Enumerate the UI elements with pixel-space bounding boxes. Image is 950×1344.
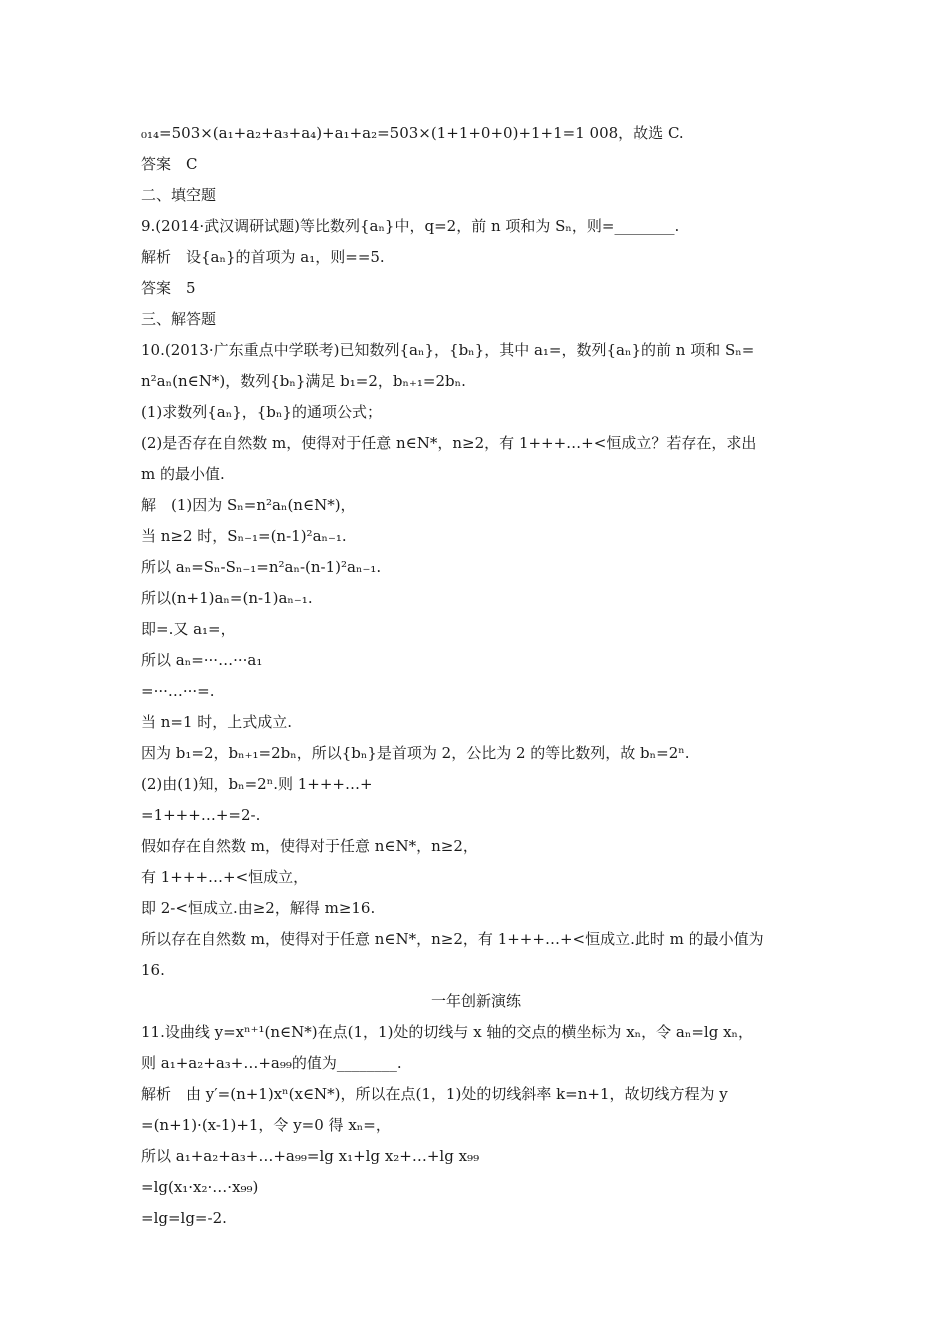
text-line: n²aₙ(n∈N*)，数列{bₙ}满足 b₁=2，bₙ₊₁=2bₙ.	[141, 372, 466, 390]
text-line: =···…···=.	[141, 682, 215, 700]
text-line: 则 a₁+a₂+a₃+…+a₉₉的值为________.	[141, 1054, 402, 1072]
text-line: 11.设曲线 y=xⁿ⁺¹(n∈N*)在点(1，1)处的切线与 x 轴的交点的横坐标为 xₙ，令 aₙ=lg xₙ，	[141, 1023, 754, 1041]
text-line: 三、解答题	[141, 310, 217, 328]
text-line: 答案 C	[141, 155, 198, 173]
text-line: 二、填空题	[141, 186, 217, 204]
text-line: 所以 aₙ=Sₙ-Sₙ₋₁=n²aₙ-(n-1)²aₙ₋₁.	[141, 558, 382, 576]
text-line: 答案 5	[141, 279, 196, 297]
text-line: (2)是否存在自然数 m，使得对于任意 n∈N*，n≥2，有 1+++…+<恒成立？若存在，求出	[141, 434, 757, 452]
text-line: =lg(x₁·x₂·…·x₉₉)	[141, 1178, 259, 1196]
text-line: m 的最小值.	[141, 465, 225, 483]
text-line: 因为 b₁=2，bₙ₊₁=2bₙ，所以{bₙ}是首项为 2，公比为 2 的等比数列，故 bₙ=2ⁿ.	[141, 744, 690, 762]
text-line: 解 (1)因为 Sₙ=n²aₙ(n∈N*)，	[141, 496, 356, 514]
text-line: 假如存在自然数 m，使得对于任意 n∈N*，n≥2，	[141, 837, 478, 855]
text-line: 10.(2013·广东重点中学联考)已知数列{aₙ}，{bₙ}，其中 a₁=，数列{aₙ}的前 n 项和 Sₙ=	[141, 341, 755, 359]
text-line: 所以 a₁+a₂+a₃+…+a₉₉=lg x₁+lg x₂+…+lg x₉₉	[141, 1147, 480, 1165]
text-line: 16.	[141, 961, 165, 979]
text-line: 解析 设{aₙ}的首项为 a₁，则==5.	[141, 248, 385, 266]
text-line: =lg=lg=-2.	[141, 1209, 227, 1227]
text-line: 所以(n+1)aₙ=(n-1)aₙ₋₁.	[141, 589, 313, 607]
text-line: 解析 由 y′=(n+1)xⁿ(x∈N*)，所以在点(1，1)处的切线斜率 k=n+1，故切线方程为 y	[141, 1085, 728, 1103]
text-line: 9.(2014·武汉调研试题)等比数列{aₙ}中，q=2，前 n 项和为 Sₙ，则=________.	[141, 217, 680, 235]
section-heading: 一年创新演练	[430, 992, 521, 1010]
document-body	[141, 118, 811, 1234]
text-line: 即=.又 a₁=，	[141, 620, 236, 638]
text-line: 即 2-<恒成立.由≥2，解得 m≥16.	[141, 899, 376, 917]
text-line: (1)求数列{aₙ}，{bₙ}的通项公式；	[141, 403, 382, 421]
text-line: 当 n=1 时，上式成立.	[141, 713, 293, 731]
text-line: 有 1+++…+<恒成立，	[141, 868, 309, 886]
text-line: (2)由(1)知，bₙ=2ⁿ.则 1+++…+	[141, 775, 373, 793]
text-line: 当 n≥2 时，Sₙ₋₁=(n-1)²aₙ₋₁.	[141, 527, 347, 545]
text-line: ₀₁₄=503×(a₁+a₂+a₃+a₄)+a₁+a₂=503×(1+1+0+0)+1+1=1 008，故选 C.	[141, 124, 684, 142]
text-line: =1+++…+=2-.	[141, 806, 261, 824]
text-line: 所以存在自然数 m，使得对于任意 n∈N*，n≥2，有 1+++…+<恒成立.此时 m 的最小值为	[141, 930, 764, 948]
text-line: 所以 aₙ=···…···a₁	[141, 651, 263, 669]
text-line: =(n+1)·(x-1)+1，令 y=0 得 xₙ=，	[141, 1116, 391, 1134]
